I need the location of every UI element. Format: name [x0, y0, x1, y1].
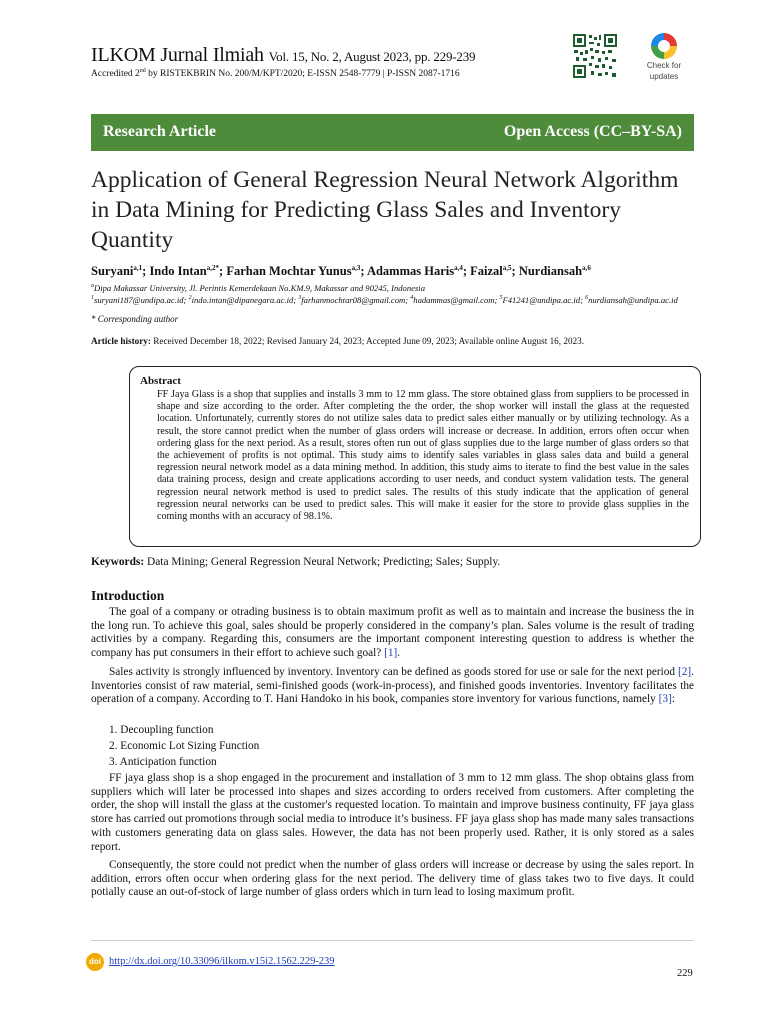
- author-name: Adammas Haris: [366, 264, 455, 279]
- email-link[interactable]: suryani187@undipa.ac.id;: [94, 295, 189, 306]
- author-name: Indo Intan: [149, 264, 207, 279]
- qr-code-icon: [572, 33, 618, 79]
- journal-title: [91, 44, 475, 67]
- paragraph-text: . Inventories consist of raw material, semi-finished goods (work-in-process), and finished goods inventories. Inventory facilitates the operation of a company. According to T. Hani Handoko in his book, companies store inventory for various functions, namely: [91, 666, 694, 706]
- email-sup: 4: [410, 295, 414, 302]
- list-item: 3. Anticipation function: [109, 756, 217, 768]
- accreditation-rest: by RISTEKBRIN No. 200/M/KPT/2020; E-ISSN 2548-7779 | P-ISSN 2087-1716: [145, 69, 460, 80]
- research-article-label: Research Article: [103, 123, 216, 140]
- author-list: Suryani$^{a,1}$; Indo Intan$^{a,2*}$; Farhan Mochtar Yunus$^{a,3}$; Adammas Haris$^{a,4}$; Faizal$^{a,5}$; Nurdiansah$^{a,6}$: [91, 264, 591, 279]
- author-name: Farhan Mochtar Yunus: [226, 264, 352, 279]
- citation-link[interactable]: [1]: [384, 647, 398, 660]
- author-name: Suryani: [91, 264, 134, 279]
- open-access-label: Open Access (CC–BY-SA): [503, 123, 682, 140]
- intro-paragraph-3: FF jaya glass shop is a shop engaged in the procurement and installation of 3 mm to 12 mm glass. The shop obtains glass from suppliers which will later be processed into shapes and sizes according to orders received from customers. After completing the order, the shop will install the glass at the customer's requested location. To maintain and improve business continuity, FF jaya glass store has carried out promotions through social media to introduce it’s business. FF jaya glass shop has made many sales transactions with customers generating data on glass sales. However, the data has not been properly used. Rather, it is only stored as a sales report.: [91, 772, 694, 853]
- author-sup: a,4: [454, 264, 463, 272]
- email-link[interactable]: indo.intan@dipanegara.ac.id;: [191, 295, 299, 306]
- paragraph-text: Sales activity is strongly influenced by inventory. Inventory can be defined as goods stored for use or sale for the next period: [109, 666, 678, 678]
- list-item: 2. Economic Lot Sizing Function: [109, 740, 260, 752]
- doi-link[interactable]: http://dx.doi.org/10.33096/ilkom.v15i2.1562.229-239: [109, 956, 335, 967]
- email-sup: 1: [91, 295, 94, 302]
- email-sup: 2: [188, 295, 192, 302]
- paragraph-text: The goal of a company or otrading business is to obtain maximum profit as well as to maintain and increase the business the in the long run. To achieve this goal, sales should be properly considered in the company’s plan. Sales volume is the result of trading activities by a company. Regarding this, consumers are the important component interesting question to address is whether the company has put consumers in their effort to achieve such goal?: [91, 606, 694, 660]
- intro-paragraph-2: [91, 666, 694, 707]
- journal-name: ILKOM Jurnal Ilmiah: [91, 44, 264, 66]
- keywords-line: [91, 556, 500, 568]
- affiliation-block: [91, 281, 691, 306]
- email-link[interactable]: farhanmochtar08@gmail.com;: [301, 295, 411, 306]
- intro-paragraph-1: [91, 606, 694, 661]
- doi-icon: doi: [86, 953, 104, 971]
- accreditation-prefix: Accredited 2: [91, 69, 140, 80]
- paper-title: Application of General Regression Neural Network Algorithm in Data Mining for Predicting Glass Sales and Inventory Quantity: [91, 167, 679, 253]
- email-link[interactable]: hadammas@gmail.com;: [413, 295, 500, 306]
- article-type-banner: [91, 114, 694, 151]
- check-updates-line1: Check for: [646, 61, 682, 70]
- section-heading-introduction: Introduction: [91, 588, 165, 603]
- citation-link[interactable]: [3]: [658, 693, 672, 706]
- abstract-heading: Abstract: [140, 375, 181, 387]
- paragraph-text: .: [397, 647, 401, 660]
- affiliation-sup: a: [91, 283, 94, 289]
- email-sup: 6: [585, 295, 589, 302]
- accreditation-line: [91, 68, 460, 79]
- email-sup: 3: [298, 295, 302, 302]
- check-updates-icon: [651, 33, 677, 59]
- history-text: Received December 18, 2022; Revised January 24, 2023; Accepted June 09, 2023; Available online August 16, 2023.: [150, 336, 585, 346]
- author-sup: a,1: [133, 264, 143, 272]
- article-history: [91, 336, 584, 346]
- list-item: 1. Decoupling function: [109, 724, 214, 736]
- keywords-text: Data Mining; General Regression Neural Network; Predicting; Sales; Supply.: [144, 556, 501, 568]
- volume-info: Vol. 15, No. 2, August 2023, pp. 229-239: [268, 49, 476, 64]
- author-sup: a,2*: [206, 264, 220, 272]
- author-name: Nurdiansah: [518, 264, 583, 279]
- intro-paragraph-4: Consequently, the store could not predict when the number of glass orders will increase or decrease by using the sales report. In addition, errors often occur when ordering glass for the next period. The delivery time of glass takes two to five days. It could potially cause an out-of-stock of large number of glass orders which in turn lead to losing maximum profit.: [91, 859, 694, 899]
- footer-divider: [91, 940, 694, 941]
- affiliation-text: Dipa Makassar University, Jl. Perintis Kemerdekaan No.KM.9, Makassar and 90245, Indonesia: [94, 282, 425, 293]
- author-sup: a,3: [351, 264, 361, 272]
- citation-link[interactable]: [2]: [677, 666, 692, 678]
- accreditation-sup: nd: [139, 68, 146, 74]
- check-updates-line2: updates: [649, 72, 679, 81]
- author-sup: a,6: [582, 264, 591, 272]
- email-sup: 5: [499, 295, 503, 302]
- check-for-updates-badge[interactable]: [640, 33, 688, 81]
- affiliation-line: [91, 281, 691, 293]
- email-link[interactable]: F41241@undipa.ac.id;: [502, 295, 586, 306]
- author-name: Faizal: [470, 264, 503, 279]
- history-label: Article history:: [91, 336, 151, 346]
- keywords-label: Keywords:: [91, 556, 145, 568]
- abstract-text: FF Jaya Glass is a shop that supplies and installs 3 mm to 12 mm glass. The store obtained glass from suppliers to be processed in shape and size according to the order. After completing the the order, the shop worker will install the glass at the requested location. Unfortunately, currently stores do not utilize sales data to predict sales either manually or by utilizing technology. As a result, the store cannot predict when the number of glass orders will increase or decrease. In addition, errors often occur when ordering glass for the next period. As a result, stores often run out of glass supplies due to the large number of glass orders so that the achievement of profits is not optimal. This study aims to identify sales variables in glass sales data and build a general regression neural network model as a data mining method. In addition, this study aims to iterate to find the best value in the sales data training process, design and create applications according to user needs, and conduct system validation tests. The general regression neural network method is used to predict sales. The results of this study indicate that the application of general regression neural networks can be used to predict sales. This will make it easier for the store to provide glass supplies in the coming months with an accuracy of 98.1%.: [157, 389, 689, 523]
- email-link[interactable]: nurdiansah@undipa.ac.id: [588, 295, 678, 306]
- corresponding-author-note: * Corresponding author: [91, 314, 179, 324]
- paragraph-text: :: [671, 693, 675, 706]
- page-number: 229: [677, 968, 693, 979]
- author-sup: a,5: [502, 264, 512, 272]
- email-list: [91, 293, 691, 305]
